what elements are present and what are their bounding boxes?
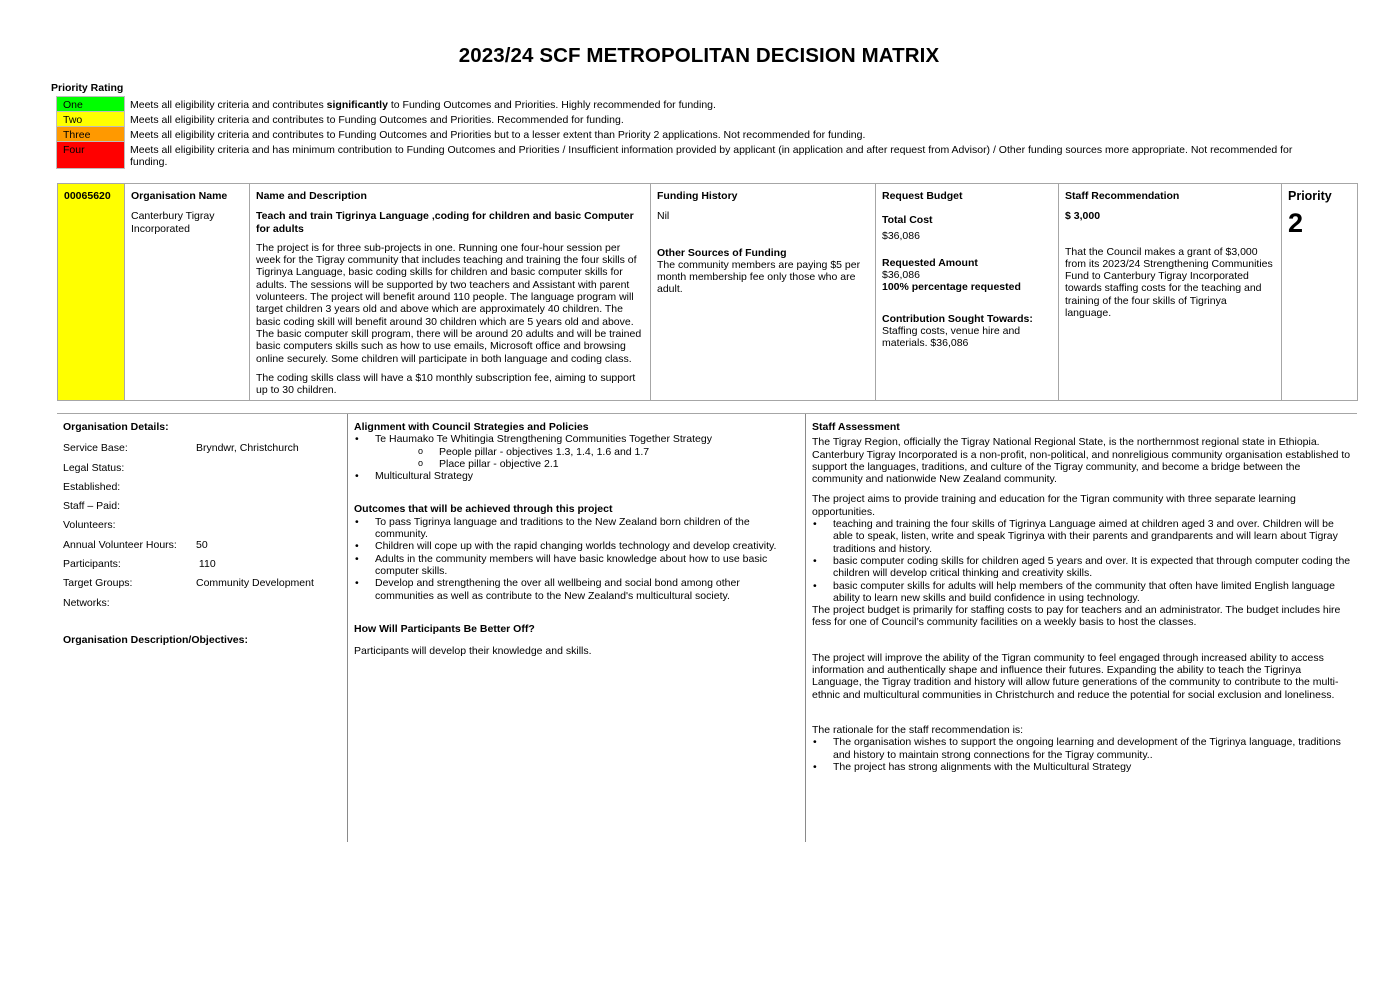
- column-divider: [347, 414, 348, 842]
- staff-recommendation-cell: [1059, 184, 1282, 401]
- priority-rating-legend: [56, 96, 1316, 169]
- strategy-list: [354, 433, 794, 482]
- org-detail-row: Staff – Paid:: [63, 500, 121, 513]
- list-item: • To pass Tigrinya language and traditions to the New Zealand born children of the community.: [354, 516, 794, 541]
- project-description-fee: The coding skills class will have a $10 monthly subscription fee, aiming to support up to 30 children.: [256, 371, 636, 397]
- staff-assessment-section: [812, 421, 1352, 773]
- list-item: o Place pillar - objective 2.1: [418, 458, 794, 470]
- org-detail-row: Target Groups: Community Development: [63, 577, 314, 590]
- application-id: 00065620: [58, 184, 125, 401]
- org-detail-row: Networks:: [63, 596, 110, 609]
- priority-desc-four: Meets all eligibility criteria and has minimum contribution to Funding Outcomes and Priorities / Insufficient information provided by applicant (in application and after request from Advisor) / Other funding sources more appropriate. Not recommended for funding.: [130, 143, 1293, 168]
- priority-desc-three: Meets all eligibility criteria and contributes to Funding Outcomes and Priorities but to a lesser extent than Priority 2 applications. Not recommended for funding.: [130, 128, 866, 141]
- request-budget-header: Request Budget: [882, 190, 963, 202]
- outcomes-heading: Outcomes that will be achieved through this project: [354, 503, 613, 516]
- other-sources: The community members are paying $5 per month membership fee only those who are adult.: [657, 258, 861, 296]
- org-name-header: Organisation Name: [131, 190, 228, 202]
- alignment-section: [354, 421, 794, 657]
- contribution-label: Contribution Sought Towards:: [882, 312, 1033, 325]
- priority-desc-two: Meets all eligibility criteria and contributes to Funding Outcomes and Priorities. Recommended for funding.: [130, 113, 624, 126]
- application-summary-table: [57, 183, 1358, 401]
- funding-history-header: Funding History: [657, 190, 738, 202]
- priority-rating-row: [57, 97, 1316, 112]
- priority-value: 2: [1288, 208, 1304, 238]
- total-cost-label: Total Cost: [882, 214, 933, 227]
- list-item: • Develop and strengthening the over all wellbeing and social bond among other communities as well as contribute to the New Zealand's multicultural society.: [354, 577, 794, 602]
- org-detail-row: Legal Status:: [63, 461, 125, 474]
- better-off-heading: How Will Participants Be Better Off?: [354, 622, 535, 635]
- request-budget-cell: [876, 184, 1059, 401]
- alignment-heading: Alignment with Council Strategies and Policies: [354, 421, 589, 433]
- list-item: • Multicultural Strategy: [354, 470, 794, 482]
- list-item: • basic computer skills for adults will help members of the community that often have limited English language ability to learn new skills and build confidence in using technology.: [812, 580, 1352, 605]
- rationale-list: [812, 736, 1352, 773]
- priority-label-two: Two: [57, 112, 125, 127]
- priority-rating-row: [57, 142, 1316, 169]
- priority-label-three: Three: [57, 127, 125, 142]
- list-item: • The project has strong alignments with the Multicultural Strategy: [812, 761, 1352, 773]
- list-item: • Adults in the community members will have basic knowledge about how to use basic computer skills.: [354, 553, 794, 578]
- org-detail-row: Established:: [63, 480, 121, 493]
- org-name: Canterbury Tigray Incorporated: [131, 210, 215, 235]
- assessment-paragraph: The project aims to provide training and education for the Tigran community with three separate learning opportunities.: [812, 493, 1296, 518]
- funding-history: Nil: [657, 210, 670, 223]
- project-title: Teach and train Tigrinya Language ,coding for children and basic Computer for adults: [256, 210, 634, 235]
- organisation-details: [63, 421, 343, 646]
- project-description: The project is for three sub-projects in one. Running one four-hour session per week for the Tigray community that includes teaching and training the four skills of Tigrinya Language, basic coding skills for children and basic computer skills for adults. The sessions will be supported by two teachers and Assistant with parent volunteers. The project will benefit around 110 people. The language program will target children 3 years old and above which are approximately 40 children. The basic coding skill will benefit around 30 children which are 5 years old and above. The basic computer skill program, there will be around 20 adults and will be trained basic computers skills such as how to use emails, Microsoft office and browsing online securely. Some children will participate in both language and coding class.: [256, 241, 642, 365]
- assessment-paragraph: The Tigray Region, officially the Tigray National Regional State, is the northernmost regional state in Ethiopia. Canterbury Tigray Incorporated is a non-profit, non-political, and nonreligious community organisation established to support the languages, traditions, and culture of the Tigray community, and become a bridge between the community and nationwide New Zealand community.: [812, 436, 1351, 486]
- priority-label-one: One: [57, 97, 125, 112]
- staff-recommendation-header: Staff Recommendation: [1065, 190, 1180, 202]
- list-item: o People pillar - objectives 1.3, 1.4, 1.6 and 1.7: [418, 446, 794, 458]
- rationale-intro: The rationale for the staff recommendation is:: [812, 723, 1024, 736]
- priority-label-four: Four: [57, 142, 125, 169]
- priority-rating-row: [57, 127, 1316, 142]
- priority-cell: [1282, 184, 1358, 401]
- name-description-header: Name and Description: [256, 190, 367, 202]
- staff-recommendation-amount: $ 3,000: [1065, 210, 1101, 223]
- requested-amount: $36,086: [882, 269, 920, 282]
- staff-assessment-heading: Staff Assessment: [812, 421, 900, 433]
- list-item: • The organisation wishes to support the ongoing learning and development of the Tigrinya language, traditions and history to maintain strong connections for the Tigray community..: [812, 736, 1352, 761]
- percentage-requested: 100% percentage requested: [882, 281, 1021, 294]
- contribution: Staffing costs, venue hire and materials. $36,086: [882, 325, 1021, 350]
- list-item: • Te Haumako Te Whitingia Strengthening Communities Together Strategy o People pillar - objectives 1.3, 1.4, 1.6 and 1.7 o Place pillar - objective 2.1: [354, 433, 794, 470]
- org-detail-row: Participants: 110: [63, 558, 216, 571]
- section-divider: [57, 413, 1357, 414]
- priority-rating-row: [57, 112, 1316, 127]
- priority-desc-one: Meets all eligibility criteria and contributes significantly to Funding Outcomes and Priorities. Highly recommended for funding.: [130, 98, 716, 111]
- funding-history-cell: [651, 184, 876, 401]
- list-item: • teaching and training the four skills of Tigrinya Language aimed at children aged 3 and over. Children will be able to speak, listen, write and speak Tigrinya with their parents and grandparents and will learn about Tigray traditions and history.: [812, 518, 1352, 555]
- other-sources-header: Other Sources of Funding: [657, 246, 787, 259]
- org-detail-row: Annual Volunteer Hours: 50: [63, 538, 208, 551]
- assessment-paragraph: The project budget is primarily for staffing costs to pay for teachers and an administrator. The budget includes hire fess for one of Council’s community facilities on a weekly basis to host the classes.: [812, 604, 1341, 629]
- list-item: • basic computer coding skills for children aged 5 years and over. It is expected that through computer coding the children will develop critical thinking and creativity skills.: [812, 555, 1352, 580]
- page-title: 2023/24 SCF METROPOLITAN DECISION MATRIX: [458, 44, 940, 67]
- org-details-heading: Organisation Details:: [63, 421, 169, 433]
- requested-amount-label: Requested Amount: [882, 256, 978, 269]
- pillar-list: [418, 446, 794, 471]
- staff-recommendation-text: That the Council makes a grant of $3,000 from its 2023/24 Strengthening Communities Fund to Canterbury Tigray Incorporated towards staffing costs for the teaching and training of the four skills of Tigrinya language.: [1065, 245, 1273, 320]
- learning-opportunities-list: [812, 518, 1352, 604]
- name-description-cell: [250, 184, 651, 401]
- list-item: • Children will cope up with the rapid changing worlds technology and develop creativity.: [354, 540, 794, 552]
- org-name-cell: [125, 184, 250, 401]
- org-detail-row: Service Base: Bryndwr, Christchurch: [63, 442, 299, 455]
- org-detail-row: Volunteers:: [63, 519, 116, 532]
- priority-rating-heading: Priority Rating: [51, 82, 124, 94]
- org-objectives-heading: Organisation Description/Objectives:: [63, 633, 248, 646]
- priority-header: Priority: [1288, 189, 1332, 203]
- assessment-paragraph: The project will improve the ability of the Tigran community to feel engaged through increased ability to access information and authentically shape and influence their futures. Expanding the ability to teach the Tigrinya Language, the Tigray tradition and history will allow future generations of the community to contribute to the multi-ethnic and multicultural communities in Christchurch and reduce the potential for social exclusion and loneliness.: [812, 651, 1339, 701]
- outcomes-list: [354, 516, 794, 602]
- total-cost: $36,086: [882, 229, 920, 242]
- column-divider: [805, 414, 806, 842]
- better-off-text: Participants will develop their knowledge and skills.: [354, 645, 592, 658]
